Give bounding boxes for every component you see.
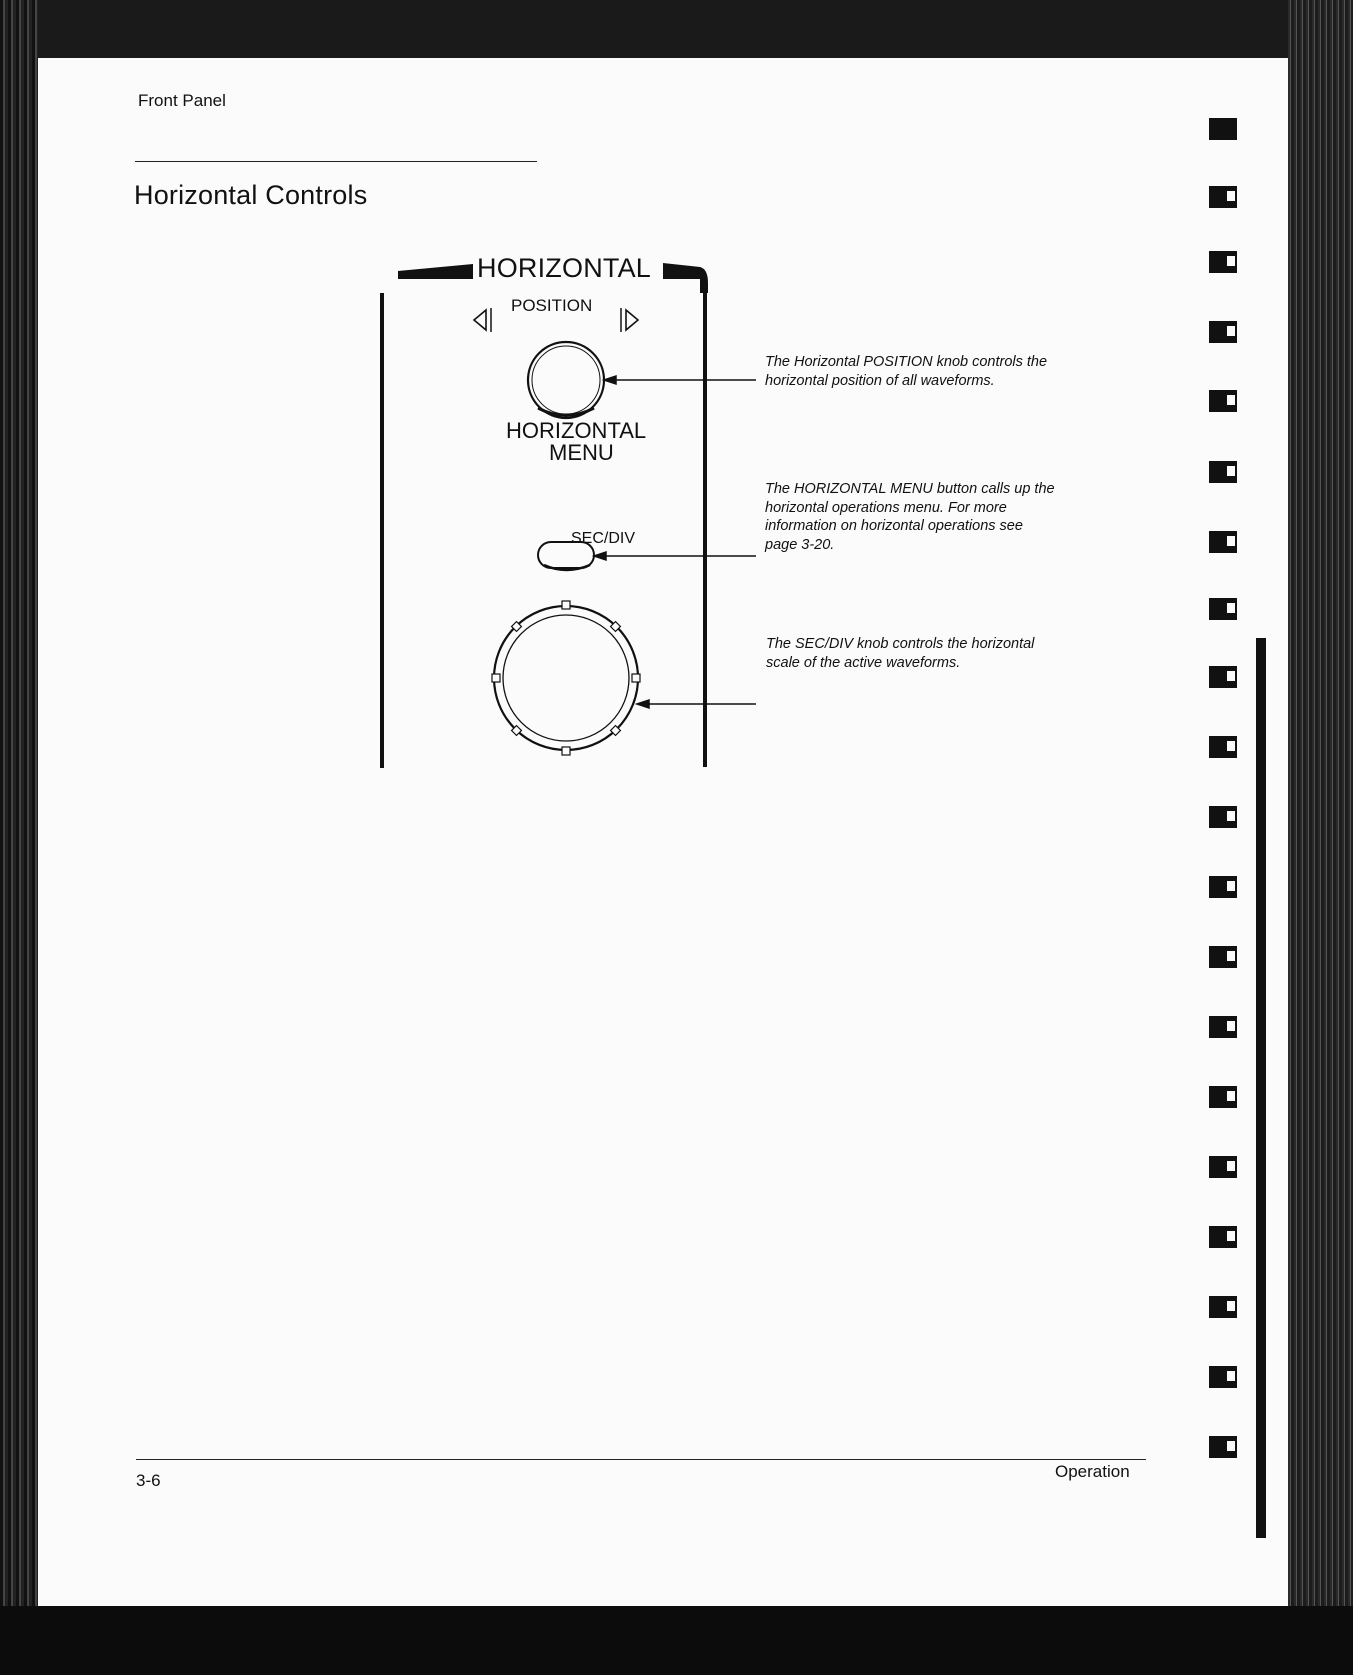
title-bar-right <box>663 263 708 293</box>
index-tab <box>1206 1226 1237 1248</box>
menu-label-line1: HORIZONTAL <box>506 418 647 443</box>
header-rule <box>135 161 537 162</box>
index-tab <box>1206 1156 1237 1178</box>
title-bar-left <box>398 264 473 279</box>
index-tab <box>1206 598 1237 620</box>
secdiv-label: SEC/DIV <box>571 530 636 547</box>
page-number: 3-6 <box>136 1471 161 1490</box>
index-tab <box>1206 1296 1237 1318</box>
index-tab <box>1206 461 1237 483</box>
section-title: Horizontal Controls <box>134 180 368 210</box>
index-tab <box>1206 946 1237 968</box>
index-tab <box>1206 251 1237 273</box>
panel-right-border <box>703 289 707 767</box>
index-tab <box>1206 118 1237 140</box>
index-tab <box>1206 321 1237 343</box>
scan-right-edge <box>1288 0 1353 1675</box>
section-index-tabs <box>1206 118 1266 1588</box>
index-stripe <box>1256 638 1266 1538</box>
scan-bottom-edge <box>0 1606 1353 1675</box>
position-knob[interactable] <box>528 342 604 418</box>
manual-page <box>38 58 1288 1606</box>
panel-title: HORIZONTAL <box>477 253 652 283</box>
callout-position-knob: The Horizontal POSITION knob controls the horizontal position of all waveforms. <box>765 354 1048 389</box>
menu-label-line2: MENU <box>549 440 614 465</box>
chapter-name: Operation <box>1055 1462 1130 1481</box>
position-label: POSITION <box>511 296 593 315</box>
running-head: Front Panel <box>138 91 226 110</box>
index-tab <box>1206 666 1237 688</box>
index-tab <box>1206 531 1237 553</box>
right-arrow-icon <box>626 310 638 330</box>
index-tab <box>1206 390 1237 412</box>
index-tab <box>1206 806 1237 828</box>
index-tab <box>1206 1436 1237 1458</box>
index-tab <box>1206 1016 1237 1038</box>
index-tab <box>1206 876 1237 898</box>
index-tab <box>1206 1366 1237 1388</box>
panel-left-border <box>380 293 384 768</box>
index-tab <box>1206 736 1237 758</box>
index-tab <box>1206 186 1237 208</box>
index-tab <box>1206 1086 1237 1108</box>
scan-binding-edge <box>0 0 38 1675</box>
left-arrow-icon <box>474 310 486 330</box>
callout-secdiv-knob: The SEC/DIV knob controls the horizontal scale of the active waveforms. <box>766 636 1035 671</box>
callout-horizontal-menu: The HORIZONTAL MENU button calls up the horizontal operations menu. For more information on horizontal operations see page 3-20. <box>765 481 1055 553</box>
footer-rule <box>136 1459 1146 1460</box>
secdiv-knob[interactable] <box>492 601 640 755</box>
